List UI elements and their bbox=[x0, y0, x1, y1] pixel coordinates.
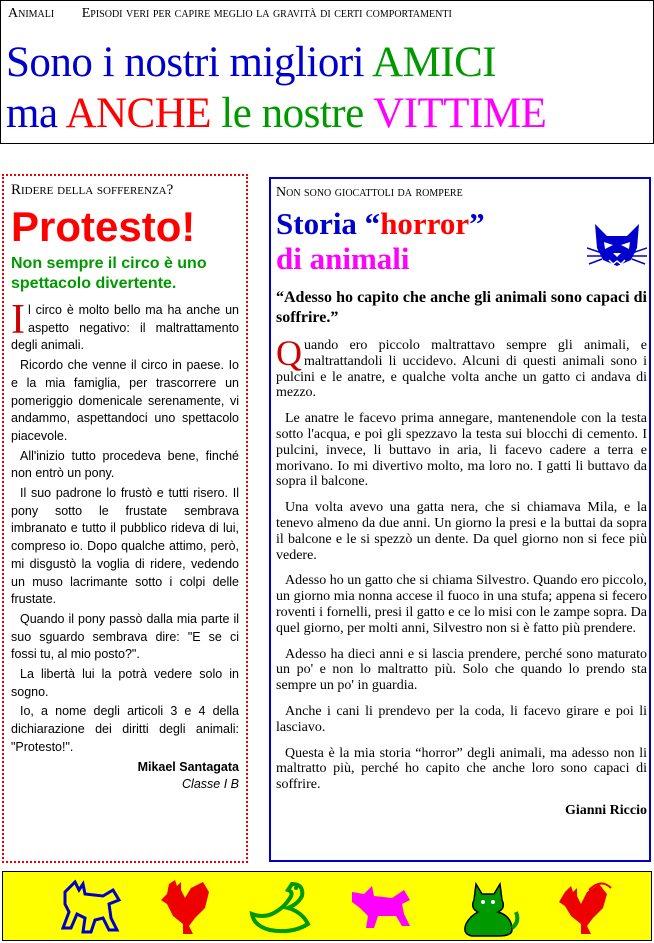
header-kicker bbox=[8, 6, 452, 22]
paragraph: Quando il pony passò dalla mia parte il suo sguardo sembrava dire: "E se ci fossi tu, al mio posto?". bbox=[11, 611, 239, 662]
headline-part: VITTIME bbox=[373, 90, 547, 137]
headline-part: Sono i nostri migliori bbox=[6, 39, 365, 86]
right-title: Storia “horror” di animali bbox=[276, 206, 485, 276]
left-title: Protesto! bbox=[11, 203, 196, 250]
right-article bbox=[269, 177, 651, 862]
paragraph: All'inizio tutto procedeva bene, finché non entrò un pony. bbox=[11, 448, 239, 481]
right-author: Gianni Riccio bbox=[564, 802, 647, 818]
paragraph: Il suo padrone lo frustò e tutti risero. Il pony sotto le frustate sembrava imbranato e tutto il pubblico rideva di lui, compreso io. Dopo qualche attimo, però, mi disgustò la voglia di ridere, vedendo un muso lacrimante sotto i colpi delle frustate. bbox=[11, 486, 239, 607]
headline-part: ANCHE bbox=[65, 90, 212, 137]
cat-face-icon bbox=[587, 220, 647, 270]
footer-animal-strip bbox=[2, 871, 652, 941]
paragraph: Il circo è molto bello ma ha anche un aspetto negativo: il maltrattamento degli animali. bbox=[11, 297, 239, 353]
drop-cap: Q bbox=[276, 333, 302, 373]
horse-icon bbox=[53, 878, 123, 936]
headline-line-1 bbox=[6, 39, 496, 87]
paragraph: Quando ero piccolo maltrattavo sempre gli animali, e maltrattandoli li uccidevo. Alcuni di questi animali sono i pulcini e le anatre, e qualche volta anche un gatto ci andava di mezzo. bbox=[276, 333, 647, 401]
rooster-icon bbox=[555, 878, 615, 936]
swan-icon bbox=[248, 878, 314, 936]
left-kicker: Ridere della sofferenza? bbox=[11, 182, 174, 198]
right-lead: “Adesso ho capito che anche gli animali sono capaci di soffrire.” bbox=[276, 289, 647, 326]
left-author: Mikael Santagata bbox=[137, 759, 239, 774]
dog-icon bbox=[348, 878, 414, 936]
right-kicker: Non sono giocattoli da rompere bbox=[276, 185, 463, 200]
cat-icon bbox=[458, 878, 520, 938]
left-subtitle: Non sempre il circo è uno spettacolo divertente. bbox=[11, 255, 207, 292]
paragraph: Anche i cani li prendevo per la coda, li facevo girare e poi li lasciavo. bbox=[276, 703, 647, 735]
headline-part: le nostre bbox=[221, 90, 364, 137]
paragraph: La libertà lui la potrà vedere solo in sogno. bbox=[11, 667, 239, 699]
rooster-icon bbox=[155, 878, 215, 936]
paragraph: Questa è la mia storia “horror” degli animali, ma adesso non li maltratto più, perché ho capito che anche loro sono capaci di soffrire. bbox=[276, 745, 647, 793]
paragraph: Io, a nome degli articoli 3 e 4 della dichiarazione dei diritti degli animali: "Protesto!". bbox=[11, 704, 239, 754]
left-class: Classe I B bbox=[182, 777, 239, 792]
right-title-line2: di animali bbox=[276, 241, 410, 276]
kicker-text: Episodi veri per capire meglio la gravità di certi comportamenti bbox=[81, 6, 452, 21]
headline-part: AMICI bbox=[372, 39, 497, 86]
paragraph: Le anatre le facevo prima annegare, mantenendole con la testa sotto l'acqua, e poi gli spezzavo la testa sui blocchi di cemento. I pulcini, invece, li buttavo in aria, li facevo cadere a terra e morivano. Io mi divertivo molto, ma loro no. I gatti li buttavo da sopra il balcone. bbox=[276, 411, 647, 490]
drop-cap: I bbox=[11, 297, 25, 343]
left-article bbox=[2, 174, 248, 863]
paragraph: Adesso ha dieci anni e si lascia prendere, perché sono maturato un po' e non lo maltratto più. Solo che quando lo prendo sta sempre un po' in guardia. bbox=[276, 646, 647, 694]
section-label: Animali bbox=[8, 6, 55, 21]
headline-part: ma bbox=[6, 90, 58, 137]
paragraph: Adesso ho un gatto che si chiama Silvestro. Quando ero piccolo, un giorno mia nonna accese il fuoco in una stufa; appena si fecero roventi i fornelli, presi il gatto e ce lo misi con le zampe sopra. Da quel giorno, per molti anni, Silvestro non si è fatto più prendere. bbox=[276, 573, 647, 636]
paragraph: Ricordo che venne il circo in paese. Io e la mia famiglia, per trascorrere un pomeriggio domenicale serenamente, vi andammo, aspettandoci uno spettacolo piacevole. bbox=[11, 358, 239, 443]
headline-line-2 bbox=[6, 90, 546, 138]
header bbox=[0, 0, 654, 144]
paragraph: Una volta avevo una gatta nera, che si chiamava Mila, e la tenevo almeno da due anni. Un giorno la presi e la buttai da sopra il balcone e le si spezzò un dente. Da quel giorno non si fece più vedere. bbox=[276, 500, 647, 563]
